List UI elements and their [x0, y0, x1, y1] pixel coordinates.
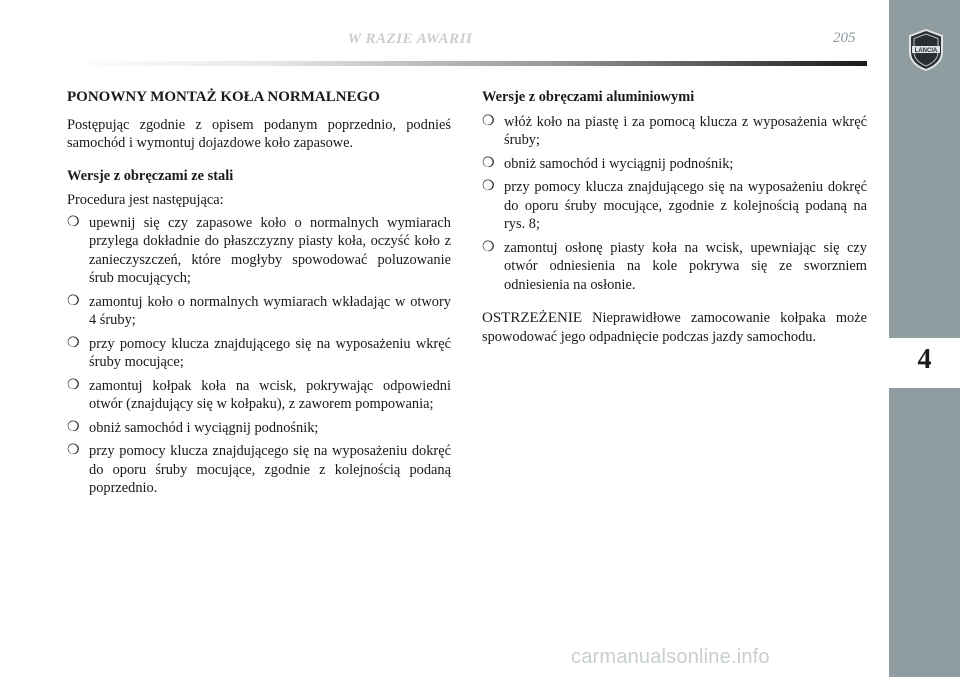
list-item: [67, 293, 451, 330]
bullet-icon: ❍: [482, 113, 495, 129]
list-item-text: przy pomocy klucza znajdującego się na wyposażeniu wkręć śruby mocujące;: [89, 335, 451, 370]
header-rule: [67, 61, 867, 66]
list-item: [67, 442, 451, 498]
bullet-icon: ❍: [67, 377, 80, 393]
list-item: [482, 113, 867, 150]
bullet-icon: ❍: [67, 214, 80, 230]
steel-rims-subheading: Wersje z obręczami ze stali: [67, 167, 234, 184]
bullet-icon: ❍: [67, 443, 80, 458]
list-item-text: obniż samochód i wyciągnij podnośnik;: [89, 419, 319, 436]
left-column: [67, 88, 451, 503]
list-item-text: przy pomocy klucza znajdującego się na wyposażeniu dokręć do oporu śruby mocujące, zgodnie z kolejnością podaną na rys. 8;: [504, 179, 867, 232]
list-item: [67, 214, 451, 288]
bullet-icon: ❍: [482, 179, 495, 194]
chapter-number: 4: [917, 344, 932, 375]
aluminium-procedure-list: [482, 113, 867, 295]
svg-text:LANCIA: LANCIA: [914, 48, 938, 54]
list-item-text: włóż koło na piastę i za pomocą klucza z wyposażenia wkręć śruby;: [504, 113, 867, 148]
watermark: carmanualsonline.info: [571, 646, 770, 668]
intro-paragraph: Postępując zgodnie z opisem podanym poprzednio, podnieś samochód i wymontuj dojazdowe koło zapasowe.: [67, 116, 451, 151]
warning-label: OSTRZEŻENIE: [482, 310, 582, 326]
steel-procedure-list: [67, 214, 451, 498]
bullet-icon: ❍: [482, 239, 495, 255]
list-item-text: przy pomocy klucza znajdującego się na wyposażeniu dokręć do oporu śruby mocujące, zgodnie z kolejnością podaną poprzednio.: [89, 443, 451, 496]
brand-logo: [906, 28, 946, 77]
list-item-text: upewnij się czy zapasowe koło o normalnych wymiarach przylega dokładnie do płaszczyzny piasty koła, oczyść koło z zanieczyszczeń, które mogłyby spowodować poluzowanie śrub mocujących;: [89, 214, 451, 286]
warning-note: [482, 309, 867, 346]
section-title: W RAZIE AWARII: [347, 31, 473, 47]
list-item: [67, 377, 451, 414]
warning-text: Nieprawidłowe zamocowanie kołpaka może spowodować jego odpadnięcie podczas jazdy samochodu.: [482, 310, 867, 345]
list-item: [482, 239, 867, 295]
list-item-text: zamontuj koło o normalnych wymiarach wkładając w otwory 4 śruby;: [89, 293, 451, 328]
section-heading: PONOWNY MONTAŻ KOŁA NORMALNEGO: [67, 89, 380, 105]
bullet-icon: ❍: [67, 419, 80, 435]
right-column: [482, 88, 867, 346]
bullet-icon: ❍: [67, 293, 80, 309]
bullet-icon: ❍: [482, 155, 495, 171]
list-item: [67, 335, 451, 372]
page-number: 205: [833, 30, 856, 46]
aluminium-rims-subheading: Wersje z obręczami aluminiowymi: [482, 89, 695, 105]
list-item-text: zamontuj osłonę piasty koła na wcisk, upewniając się czy otwór odniesienia na kole pokrywa się ze sworzniem odniesienia na osłonie.: [504, 239, 867, 293]
list-item-text: obniż samochód i wyciągnij podnośnik;: [504, 155, 734, 172]
list-item: [482, 178, 867, 234]
list-item: [67, 419, 451, 438]
list-item: [482, 155, 867, 174]
procedure-label: Procedura jest następująca:: [67, 192, 224, 208]
list-item-text: zamontuj kołpak koła na wcisk, pokrywając odpowiedni otwór (znajdujący się w kołpaku), z zaworem pompowania;: [89, 377, 451, 412]
bullet-icon: ❍: [67, 335, 80, 351]
